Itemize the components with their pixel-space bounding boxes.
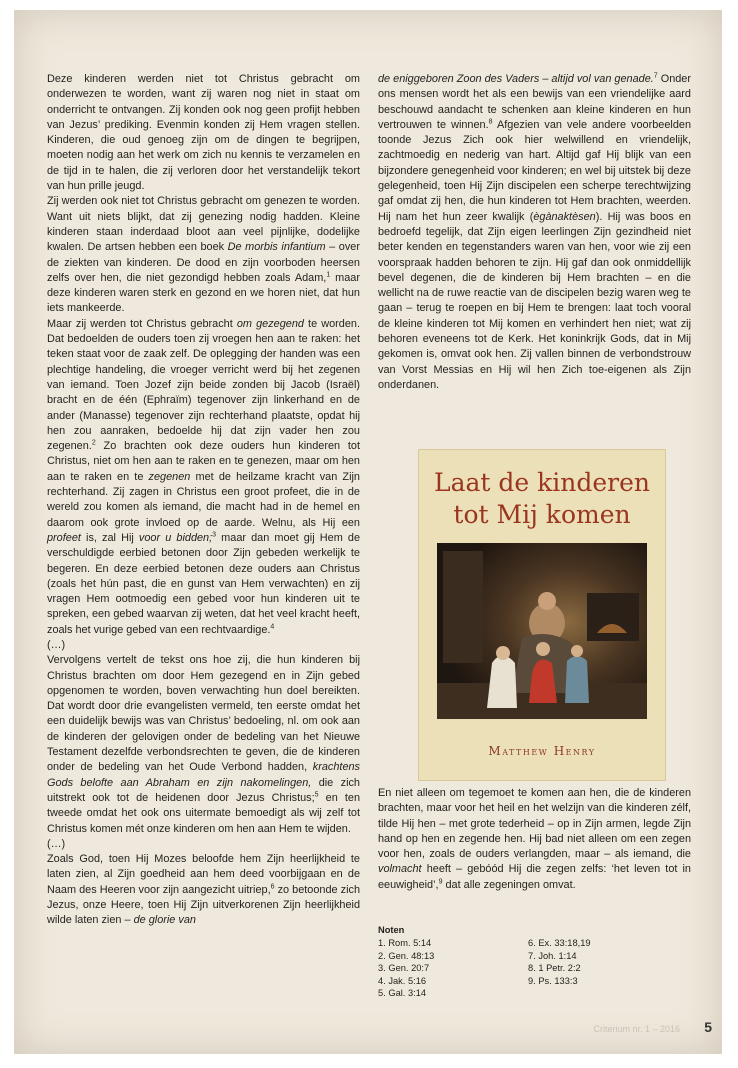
book-title-line1: Laat de kinderen (433, 468, 651, 497)
footnote-item: 9. Ps. 133:3 (528, 975, 578, 986)
footnote-item: 3. Gen. 20:7 (378, 963, 430, 974)
footnotes-list (378, 937, 691, 999)
page-number: 5 (704, 1019, 712, 1035)
footnote-item: 6. Ex. 33:18,19 (528, 938, 591, 949)
paragraph: En niet alleen om tegemoet te komen aan hen, die de kinderen brachten, maar voor het heil en het welzijn van die kinderen zélf, tilde Hij hen – met grote tederheid – op in Zijn armen, legde Zijn hand op hen en zegende hen. Hij bad niet alleen om een zegen voor hen, zoals de ouders verlangden, maar – als iemand, die volmacht heeft – gebóód Hij die zegen zelfs: ‘het leven tot in eeuwigheid’,$^9$ dat alle zegeningen omvat. (378, 787, 691, 891)
right-column (378, 72, 691, 393)
footnote-item: 8. 1 Petr. 2:2 (528, 963, 581, 974)
paragraph: Zoals God, toen Hij Mozes beloofde hem Zijn heerlijkheid te laten zien, al Zijn goedheid aan hem deed voorbijgaan en de Naam des Heeren voor zijn aangezicht uitriep,$^6$ zo betoonde zich Jezus, onze Heere, toen Hij Zijn uitverkorenen Zijn heerlijkheid wilde laten zien – de glorie van (47, 853, 360, 927)
footnote-item: 2. Gen. 48:13 (378, 950, 435, 961)
book-author: Matthew Henry (488, 744, 596, 758)
ellipsis: (…) (47, 638, 66, 651)
ellipsis: (…) (47, 837, 66, 850)
painting-illustration (437, 543, 647, 719)
cover-painting-image (437, 543, 647, 719)
paragraph: Vervolgens vertelt de tekst ons hoe zij, die hun kinderen bij Christus brachten om door Hem gezegend en in Zijn gebed opgenomen te worden, boven verwachting hun doel bereikten. Dat wordt door drie evangelisten vermeld, ten eerste omdat het een duidelijk bewijs was van Christus’ bedoeling, nl. om ook aan de kinderen der gelovigen onder de bedeling van het Nieuwe Testament dezelfde verbondsrechten te geven, die de kinderen onder de bedeling van het Oude Verbond hadden, krachtens Gods belofte aan Abraham en zijn nakomelingen, die zich uitstrekt ook tot de heidenen door Jezus Christus;$^5$ en ten tweede omdat het ook ons uitermate bemoedigt als wij zelf tot Christus komen mét onze kinderen om hen aan Hem te wijden. (47, 654, 360, 835)
footnote-item: 4. Jak. 5:16 (378, 975, 427, 986)
footnotes-title: Noten (378, 925, 405, 935)
paragraph: Zij werden ook niet tot Christus gebracht om genezen te worden. Want uit niets blijkt, dat zij genezing nodig hadden. Kleine kinderen staan inderdaad bloot aan veel pijnlijke, dodelijke kwalen. De artsen hebben een boek De morbis infantium – over de ziekten van kinderen. De dood en zijn voorboden heersen zelfs over hen, die niet gezondigd hebben zoals Adam,$^1$ maar deze kinderen waren sterk en gezond en we horen niet, dat hun iets mankeerde. (47, 195, 360, 315)
book-title-line2: tot Mij komen (453, 500, 631, 529)
footnote-item: 7. Joh. 1:14 (528, 950, 577, 961)
left-column (47, 72, 360, 929)
paragraph: de eniggeboren Zoon des Vaders – altijd vol van genade.$^7$ Onder ons mensen wordt het als een bewijs van een vriendelijke aard beschouwd aandacht te schenken aan kleine kinderen en hun vertrouwen te winnen.$^8$ Afgezien van vele andere voorbeelden toonde Jezus Zich ook hier welwillend en vriendelijk, zachtmoedig en nederig van hart. Altijd gaf Hij blijk van een bijzondere genegenheid voor kinderen; en wel bij uitstek bij deze gelegenheid, toen Hij Zijn discipelen een scherpe terechtwijzing gaf omdat zij hen, die hun kinderen tot Hem brachten, weerden. Hij nam het hun zeer kwalijk (ègànaktèsen). Hij was boos en bedroefd tegelijk, dat Zijn eigen leerlingen Zijn gezindheid niet beter kenden en tegenstanders waren van hen, voor wie zij een voorspraak hadden behoren te zijn. Hij gaf dan ook onmiddellijk bevel degenen, die de kinderen bij Hem brachten – en die wellicht na de ruwe reactie van de discipelen bezig waren weg te gaan – terug te roepen en bij Hem te brengen: laat toch vooral de kleine kinderen tot Mij komen en verhindert hen niet; wat zij behoren eveneens tot de Kerk. Het koninkrijk Gods, dat in Mij gekomen is, omvat ook hen. Zij vallen binnen de verbondstrouw van Vorst Messias en Hij wil hen Zich toe-eigenen als Zijn onderdanen. (378, 72, 692, 391)
footer-text: Criterium nr. 1 – 2016 (593, 1024, 680, 1034)
footnote-item: 1. Rom. 5:14 (378, 938, 432, 949)
footnotes (378, 924, 691, 999)
paragraph: Maar zij werden tot Christus gebracht om gezegend te worden. Dat bedoelden de ouders toen zij vroegen hen aan te raken: het teken staat voor de zaak zelf. De oplegging der handen was een plechtige handeling, die vroeger verricht werd bij het zegenen van iemand. Toen Jozef zijn beide zonden bij Jacob (Israël) bracht en de één (Ephraïm) tegenover zijn linkerhand en de ander (Manasse) tegenover zijn rechterhand plaatste, opdat hij hen zou aanraken, bedoelde hij dat zijn vader hen zou zegenen.$^2$ Zo brachten ook deze ouders hun kinderen tot Christus, niet om hen aan te raken en te genezen, maar om hen aan te raken en te zegenen met de heilzame kracht van Zijn rechterhand. Zij zagen in Christus een groot profeet, die in de wereld zou komen als iemand, die macht had in de hemel en daarom ook grote invloed op de aarde. Welnu, als Hij een profeet is, zal Hij voor u bidden;$^3$ maar dan moet gij Hem de verschuldigde eerbied betonen door Zijn gebeden werkelijk te begeren. En deze eerbied betonen deze ouders aan Christus (zoals het hún past, die en gunst van Hem verwachten) en zij vragen Hem ootmoedig een gebed voor hun kinderen uit te spreken, een gebed waarvan zij weten, dat het veel kracht heeft, zoals het vurige gebed van een rechtvaardige.$^4$ (47, 317, 361, 636)
book-cover (418, 449, 666, 781)
paragraph: Deze kinderen werden niet tot Christus gebracht om onderwezen te worden, want zij waren nog niet in staat om onderricht te ontvangen. Zij konden ook nog geen profijt hebben van Jezus’ prediking. Evenmin konden zij Hem vragen stellen. Kinderen, die oud genoeg zijn om de dingen te begrijpen, moeten nodig aan het werk om zich nu kennis te verzamelen en de tijd in te halen, die zij verloren door het verstandelijk tekort van hun prille jeugd. (47, 73, 360, 193)
right-column-lower (378, 786, 691, 893)
footnote-item: 5. Gal. 3:14 (378, 988, 427, 999)
